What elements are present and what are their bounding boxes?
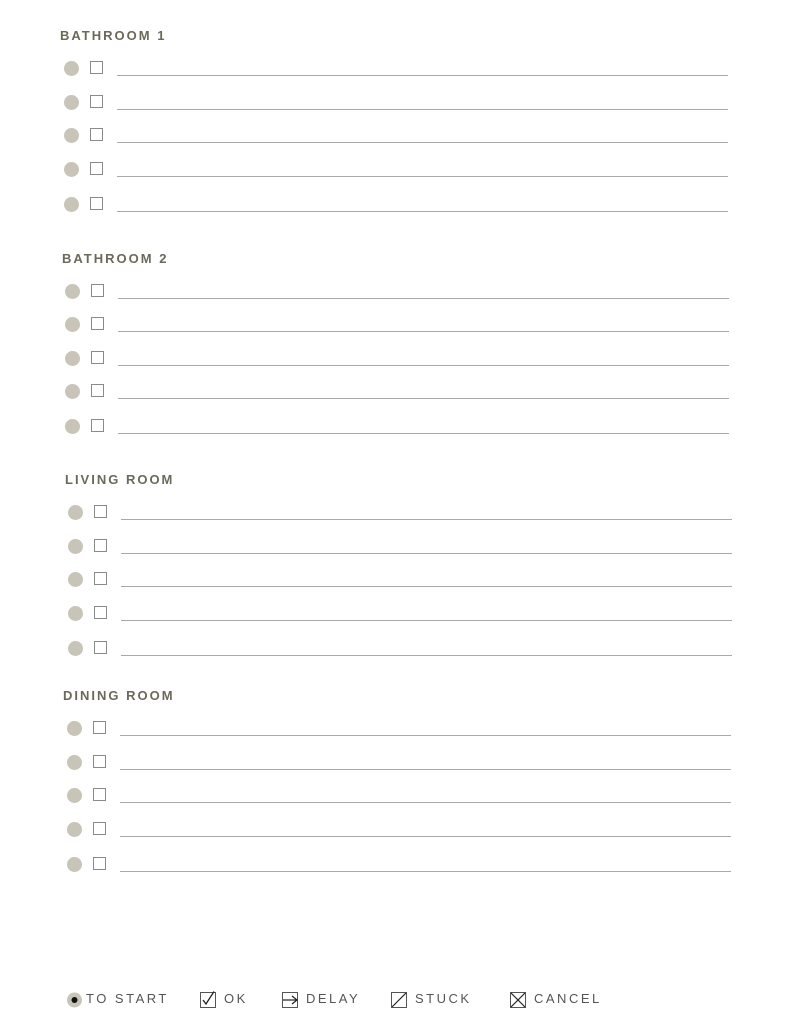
write-line[interactable] — [117, 109, 728, 110]
status-dot[interactable] — [64, 128, 79, 143]
status-dot[interactable] — [68, 572, 83, 587]
write-line[interactable] — [120, 802, 731, 803]
write-line[interactable] — [118, 365, 729, 366]
task-checkbox[interactable] — [91, 384, 104, 397]
write-line[interactable] — [118, 298, 729, 299]
legend-label: STUCK — [415, 991, 472, 1006]
status-dot[interactable] — [64, 162, 79, 177]
section-title: LIVING ROOM — [65, 472, 175, 487]
task-row — [64, 128, 728, 146]
write-line[interactable] — [117, 176, 728, 177]
task-checkbox[interactable] — [94, 505, 107, 518]
task-row — [65, 384, 729, 402]
section-title: BATHROOM 1 — [60, 28, 167, 43]
legend-label: DELAY — [306, 991, 361, 1006]
write-line[interactable] — [118, 398, 729, 399]
task-checkbox[interactable] — [90, 197, 103, 210]
task-checkbox[interactable] — [90, 162, 103, 175]
task-checkbox[interactable] — [94, 641, 107, 654]
task-row — [65, 419, 729, 437]
status-dot[interactable] — [67, 788, 82, 803]
write-line[interactable] — [120, 871, 731, 872]
task-checkbox[interactable] — [93, 788, 106, 801]
task-checkbox[interactable] — [90, 128, 103, 141]
legend-label: OK — [224, 991, 248, 1006]
task-row — [67, 721, 731, 739]
status-dot[interactable] — [64, 197, 79, 212]
task-checkbox[interactable] — [93, 721, 106, 734]
status-dot[interactable] — [65, 419, 80, 434]
task-row — [64, 61, 728, 79]
section-title: BATHROOM 2 — [62, 251, 169, 266]
section-dining-room — [63, 688, 733, 878]
task-checkbox[interactable] — [94, 606, 107, 619]
task-checkbox[interactable] — [94, 572, 107, 585]
write-line[interactable] — [120, 735, 731, 736]
status-dot[interactable] — [67, 755, 82, 770]
status-dot[interactable] — [68, 505, 83, 520]
write-line[interactable] — [121, 553, 732, 554]
task-row — [67, 857, 731, 875]
task-row — [67, 822, 731, 840]
task-row — [64, 197, 728, 215]
write-line[interactable] — [118, 433, 729, 434]
section-title: DINING ROOM — [63, 688, 175, 703]
task-row — [68, 539, 732, 557]
status-dot[interactable] — [65, 351, 80, 366]
task-row — [65, 351, 729, 369]
cross-icon — [510, 991, 527, 1008]
write-line[interactable] — [121, 519, 732, 520]
slash-icon — [391, 991, 408, 1008]
write-line[interactable] — [120, 769, 731, 770]
section-bathroom-2 — [62, 251, 732, 441]
status-dot[interactable] — [64, 61, 79, 76]
write-line[interactable] — [121, 620, 732, 621]
legend-label: TO START — [86, 991, 169, 1006]
status-dot[interactable] — [67, 822, 82, 837]
task-row — [67, 788, 731, 806]
section-living-room — [65, 472, 735, 662]
task-checkbox[interactable] — [91, 419, 104, 432]
task-checkbox[interactable] — [90, 95, 103, 108]
to-start-icon — [66, 991, 83, 1008]
arrow-right-icon — [282, 991, 299, 1008]
task-checkbox[interactable] — [93, 857, 106, 870]
task-row — [64, 162, 728, 180]
write-line[interactable] — [121, 586, 732, 587]
status-dot[interactable] — [68, 641, 83, 656]
task-checkbox[interactable] — [91, 351, 104, 364]
task-row — [67, 755, 731, 773]
task-row — [64, 95, 728, 113]
task-checkbox[interactable] — [94, 539, 107, 552]
task-checkbox[interactable] — [91, 284, 104, 297]
write-line[interactable] — [120, 836, 731, 837]
task-checkbox[interactable] — [93, 822, 106, 835]
status-dot[interactable] — [64, 95, 79, 110]
task-checkbox[interactable] — [93, 755, 106, 768]
status-dot[interactable] — [65, 317, 80, 332]
status-legend — [66, 989, 626, 1009]
status-dot[interactable] — [68, 606, 83, 621]
write-line[interactable] — [117, 142, 728, 143]
status-dot[interactable] — [67, 857, 82, 872]
task-row — [68, 572, 732, 590]
check-icon — [200, 991, 217, 1008]
status-dot[interactable] — [65, 384, 80, 399]
task-row — [68, 641, 732, 659]
task-row — [65, 317, 729, 335]
write-line[interactable] — [117, 211, 728, 212]
task-row — [68, 505, 732, 523]
task-row — [65, 284, 729, 302]
legend-label: CANCEL — [534, 991, 602, 1006]
status-dot[interactable] — [68, 539, 83, 554]
status-dot[interactable] — [67, 721, 82, 736]
status-dot[interactable] — [65, 284, 80, 299]
task-row — [68, 606, 732, 624]
write-line[interactable] — [118, 331, 729, 332]
write-line[interactable] — [117, 75, 728, 76]
task-checkbox[interactable] — [90, 61, 103, 74]
section-bathroom-1 — [60, 28, 730, 218]
task-checkbox[interactable] — [91, 317, 104, 330]
write-line[interactable] — [121, 655, 732, 656]
